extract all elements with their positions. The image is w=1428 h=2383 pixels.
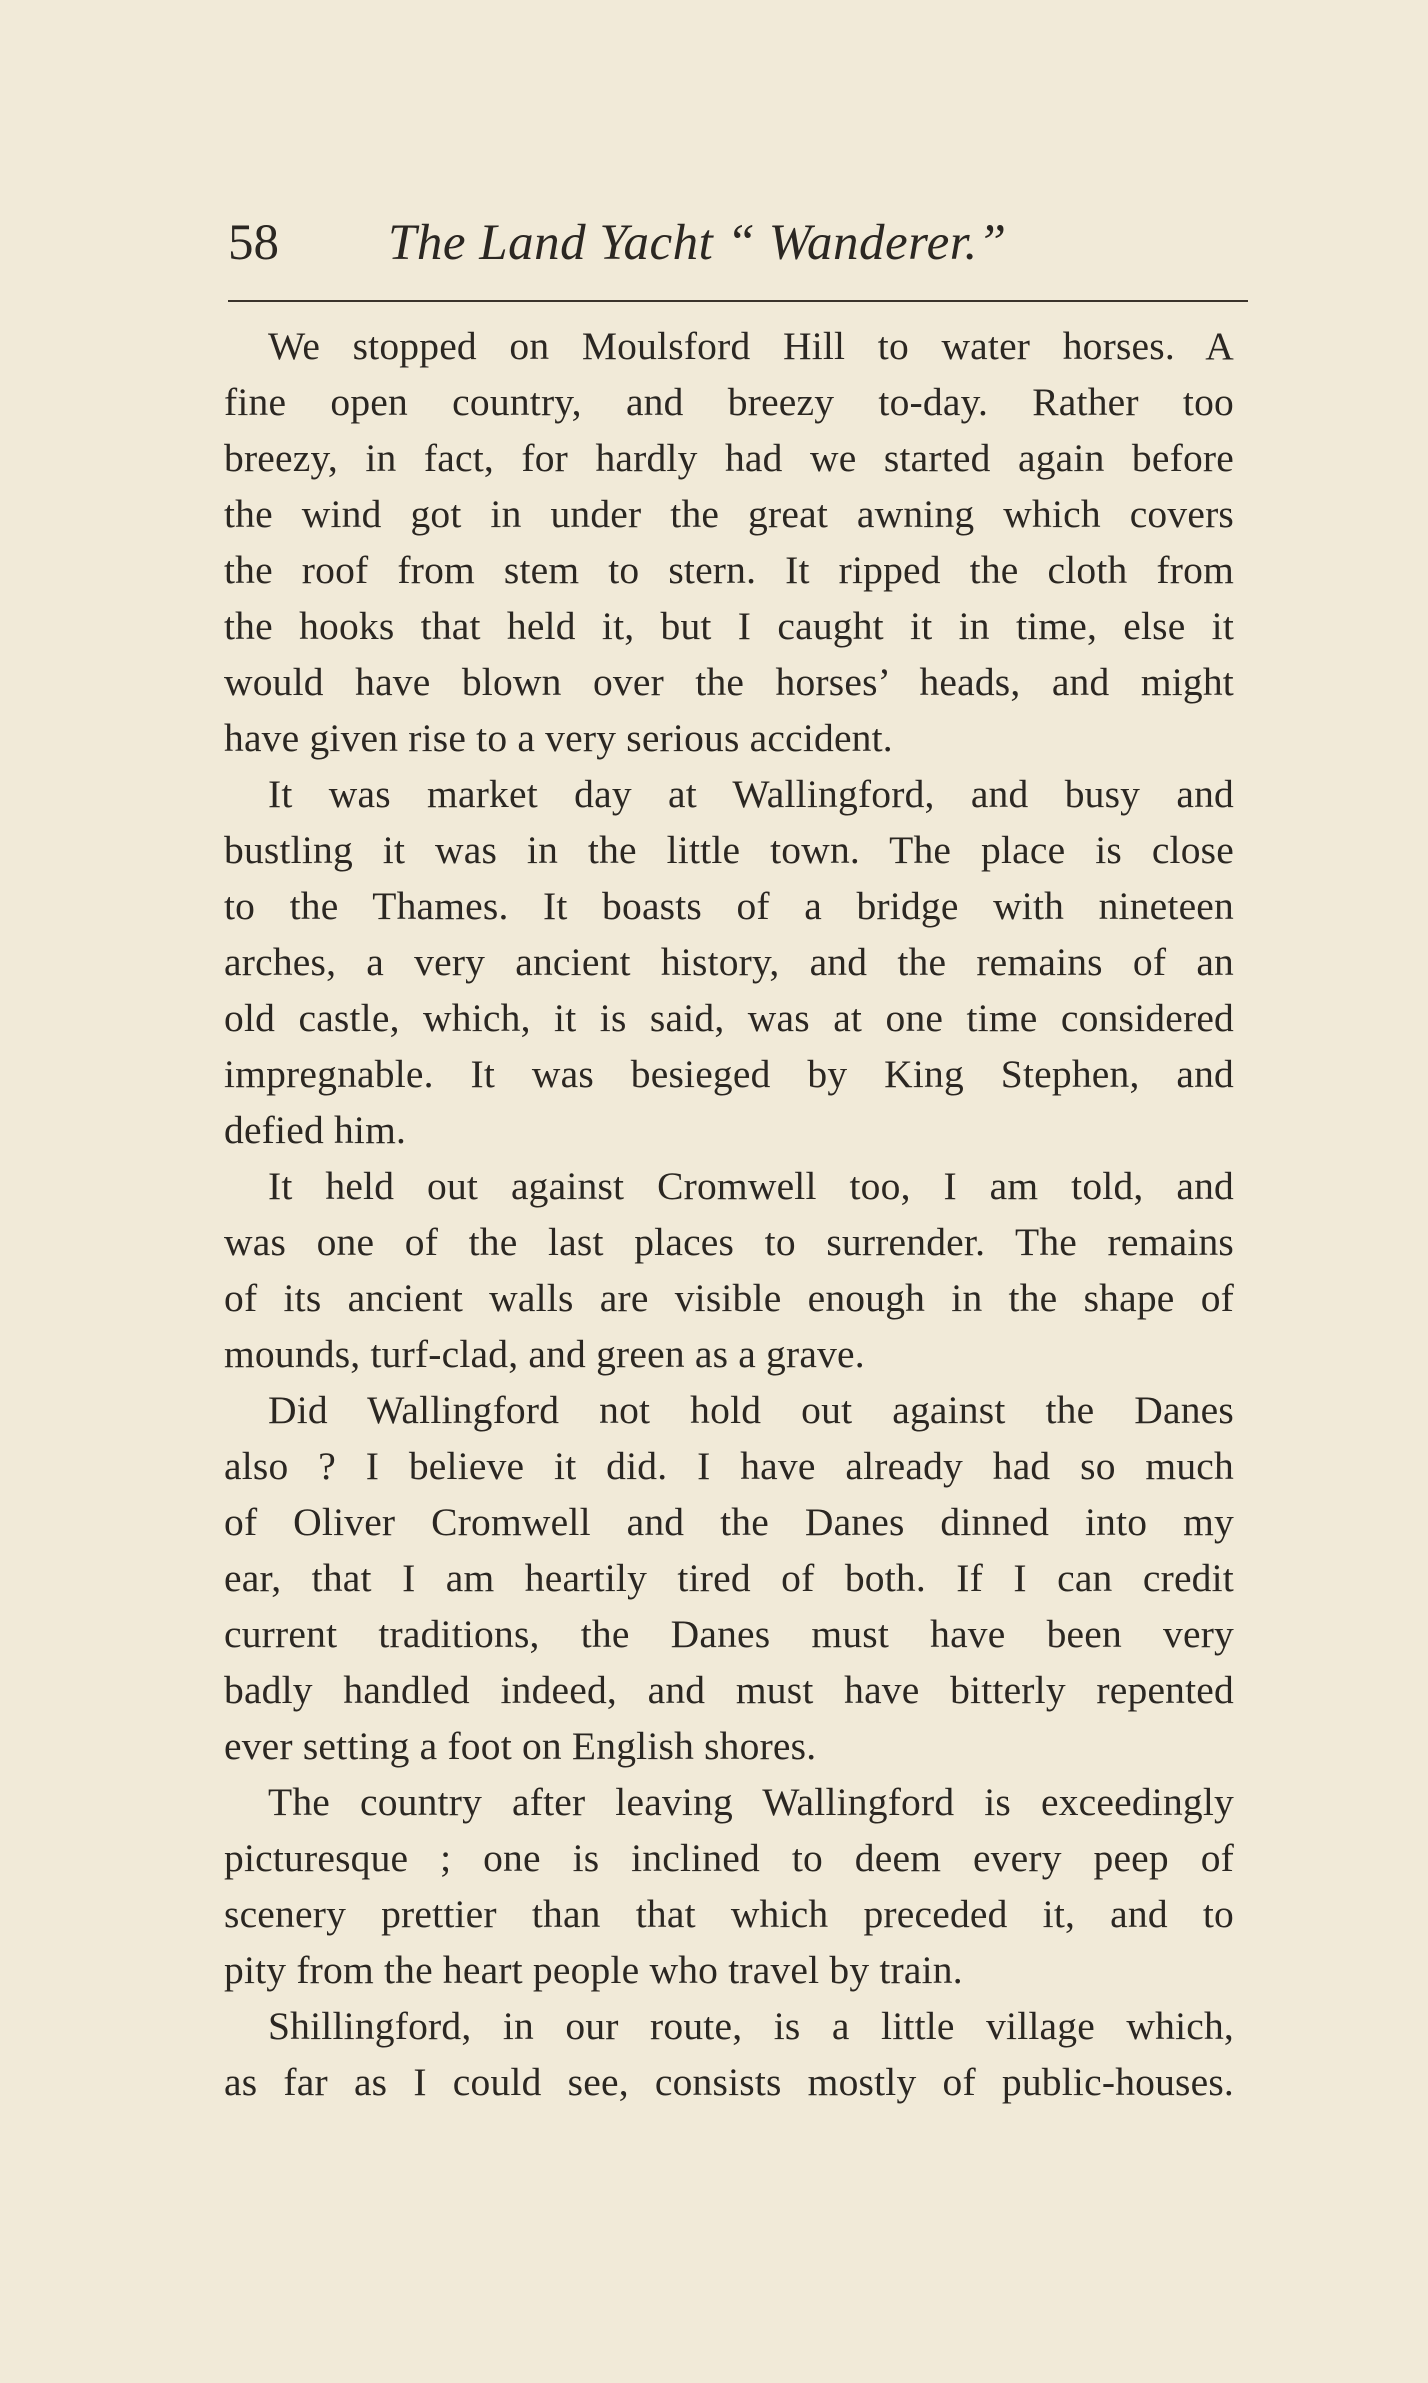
- text-line: arches, a very ancient history, and the remains of an: [224, 940, 1234, 984]
- paragraph: [224, 766, 1234, 1158]
- text-line: scenery prettier than that which preceded it, and to: [224, 1892, 1234, 1936]
- text-line: fine open country, and breezy to-day. Rather too: [224, 380, 1234, 424]
- text-line: It was market day at Wallingford, and busy and: [268, 772, 1234, 816]
- text-line: as far as I could see, consists mostly of public-houses.: [224, 2060, 1234, 2104]
- text-line: defied him.: [224, 1108, 407, 1152]
- text-line: current traditions, the Danes must have been very: [224, 1612, 1234, 1656]
- header-rule: [228, 300, 1248, 302]
- text-line: was one of the last places to surrender. The remains: [224, 1220, 1234, 1264]
- paragraph: [224, 1158, 1234, 1382]
- text-line: also ? I believe it did. I have already had so much: [224, 1444, 1234, 1488]
- body-text: [224, 318, 1234, 2110]
- text-line: to the Thames. It boasts of a bridge with nineteen: [224, 884, 1234, 928]
- paragraph: [224, 1998, 1234, 2110]
- text-line: The country after leaving Wallingford is exceedingly: [268, 1780, 1234, 1824]
- text-line: picturesque ; one is inclined to deem every peep of: [224, 1836, 1234, 1880]
- text-line: breezy, in fact, for hardly had we started again before: [224, 436, 1234, 480]
- text-line: of Oliver Cromwell and the Danes dinned into my: [224, 1500, 1234, 1544]
- text-line: pity from the heart people who travel by train.: [224, 1948, 963, 1992]
- text-line: the wind got in under the great awning which covers: [224, 492, 1234, 536]
- paragraph: [224, 1774, 1234, 1998]
- text-line: mounds, turf-clad, and green as a grave.: [224, 1332, 865, 1376]
- text-line: Shillingford, in our route, is a little village which,: [268, 2004, 1234, 2048]
- paragraph: [224, 318, 1234, 766]
- text-line: We stopped on Moulsford Hill to water horses. A: [268, 324, 1234, 368]
- running-title: The Land Yacht “ Wanderer.”: [388, 215, 1007, 271]
- page-number: 58: [228, 215, 279, 271]
- text-line: ever setting a foot on English shores.: [224, 1724, 817, 1768]
- text-line: would have blown over the horses’ heads, and might: [224, 660, 1234, 704]
- text-line: the roof from stem to stern. It ripped the cloth from: [224, 548, 1234, 592]
- text-line: badly handled indeed, and must have bitterly repented: [224, 1668, 1234, 1712]
- text-line: old castle, which, it is said, was at one time considered: [224, 996, 1234, 1040]
- paragraph: [224, 1382, 1234, 1774]
- text-line: the hooks that held it, but I caught it in time, else it: [224, 604, 1234, 648]
- text-line: bustling it was in the little town. The place is close: [224, 828, 1234, 872]
- text-line: Did Wallingford not hold out against the Danes: [268, 1388, 1234, 1432]
- text-line: ear, that I am heartily tired of both. If I can credit: [224, 1556, 1234, 1600]
- text-line: It held out against Cromwell too, I am told, and: [268, 1164, 1234, 1208]
- running-header: [228, 208, 1248, 278]
- text-line: of its ancient walls are visible enough in the shape of: [224, 1276, 1234, 1320]
- text-line: impregnable. It was besieged by King Stephen, and: [224, 1052, 1234, 1096]
- text-line: have given rise to a very serious accident.: [224, 716, 893, 760]
